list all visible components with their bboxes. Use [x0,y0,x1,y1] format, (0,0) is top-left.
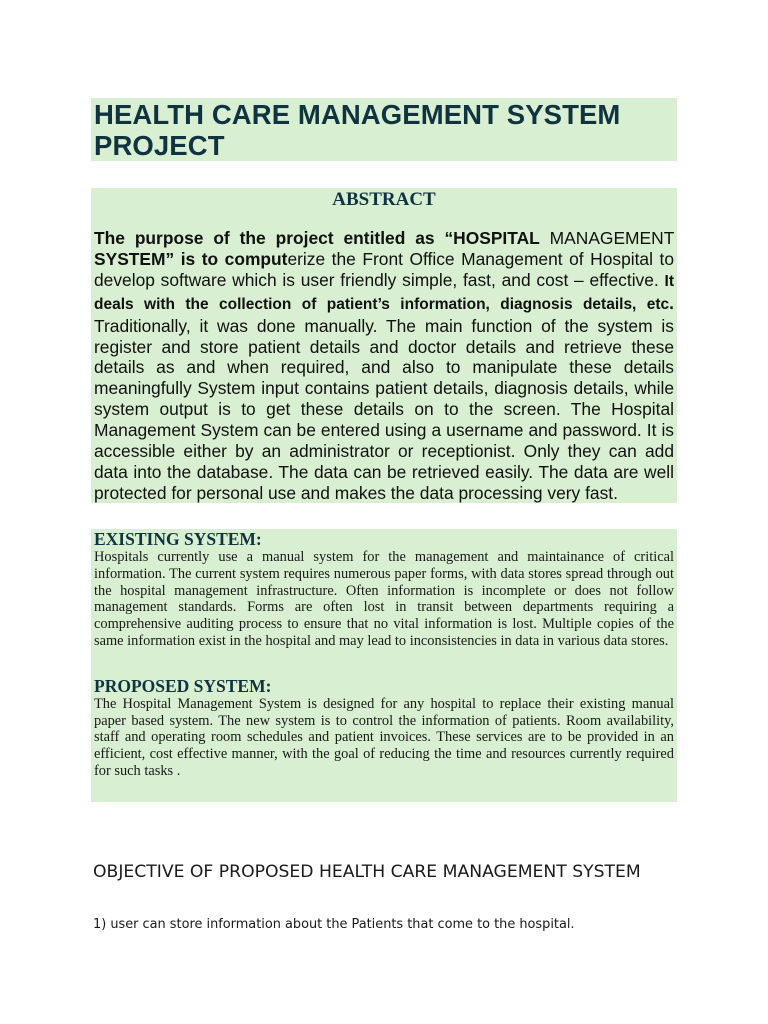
existing-system-body: Hospitals currently use a manual system for the management and maintainance of critical information. The current system requires numerous paper forms, with data stores spread through out the hospital management infrastructure. Often information is incomplete or does not follow management standards. Forms are often lost in transit between departments requiring a comprehensive auditing process to ensure that no vital information is lost. Multiple copies of the same information exist in the hospital and may lead to inconsistencies in data in various data stores. [94,549,674,649]
abstract-section [91,188,677,503]
objective-list-item: 1) user can store information about the Patients that come to the hospital. [93,917,575,932]
proposed-system-body: The Hospital Management System is designed for any hospital to replace their existing manual paper based system. The new system is to control the information of patients. Room availability, staff and operating room schedules and patient invoices. These services are to be provided in an efficient, cost effective manner, with the goal of reducing the time and resources currently required for such tasks . [94,695,674,779]
abstract-intro-management: MANAGEMENT [539,228,675,248]
abstract-intro-system-bold: SYSTEM” is to comput [94,248,288,269]
abstract-intro-bold: The purpose of the project entitled as “HOSPITAL [94,228,540,248]
proposed-system-heading: PROPOSED SYSTEM: [94,675,272,696]
abstract-intro-rest: erize the Front Office Management of Hospital to develop software which is user friendly simple, fast, and cost – effective. [94,248,674,290]
abstract-heading: ABSTRACT [332,189,436,210]
document-title [94,99,674,161]
abstract-paragraph [94,228,674,504]
title-block [91,98,677,161]
objective-heading: OBJECTIVE OF PROPOSED HEALTH CARE MANAGEMENT SYSTEM [93,862,641,882]
title-line-2: PROJECT [94,130,225,161]
abstract-body-text: Traditionally, it was done manually. The main function of the system is register and store patient details and doctor details and retrieve these details as and when required, and also to manipulate these details meaningfully System input contains patient details, diagnosis details, while system output is to get these details on to the screen. The Hospital Management System can be entered using a username and password. It is accessible either by an administrator or receptionist. Only they can add data into the database. The data can be retrieved easily. The data are well protected for personal use and makes the data processing very fast. [94,315,674,503]
systems-section [91,529,677,802]
existing-system-heading: EXISTING SYSTEM: [94,529,262,549]
title-line-1: HEALTH CARE MANAGEMENT SYSTEM [94,99,621,130]
abstract-bold-sentence: It deals with the collection of patient’s information, diagnosis details, etc [94,272,674,313]
abstract-bold-period: . [669,292,674,313]
